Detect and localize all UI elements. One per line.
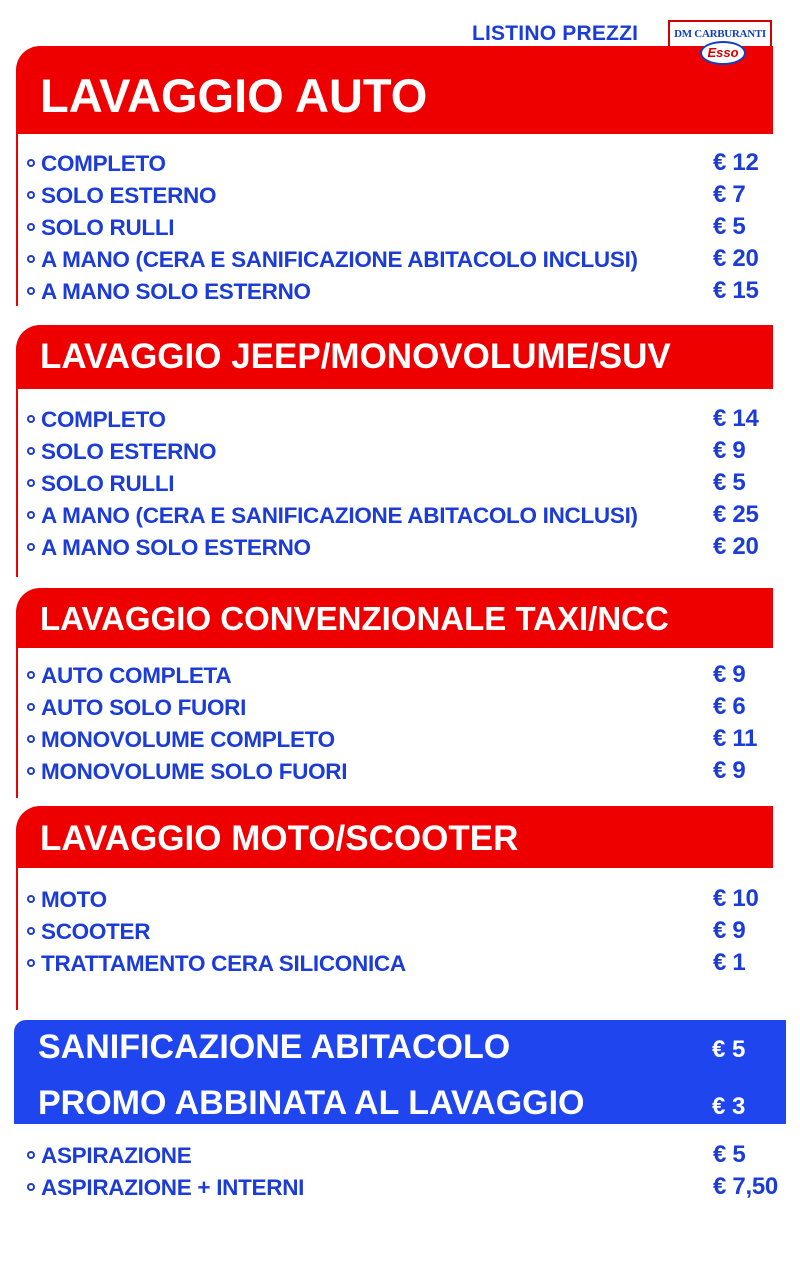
list-item (25, 148, 795, 180)
bullet-circle-icon (27, 511, 35, 519)
item-price: € 7,50 (713, 1173, 778, 1200)
list-item (25, 660, 795, 692)
item-label: MONOVOLUME COMPLETO (41, 727, 335, 752)
esso-brand-oval: Esso (700, 41, 746, 65)
section-banner-lavaggio-jeep (16, 325, 773, 389)
section-side-rule (16, 868, 18, 1010)
list-item (25, 500, 795, 532)
section-title: LAVAGGIO MOTO/SCOOTER (40, 819, 519, 858)
bullet-circle-icon (27, 447, 35, 455)
item-price: € 9 (713, 437, 746, 464)
promo-label: SANIFICAZIONE ABITACOLO (38, 1028, 511, 1066)
item-label: SOLO RULLI (41, 215, 175, 240)
item-label: SOLO ESTERNO (41, 439, 217, 464)
bullet-circle-icon (27, 415, 35, 423)
item-label: MOTO (41, 887, 107, 912)
bullet-circle-icon (27, 895, 35, 903)
list-item (25, 884, 795, 916)
bullet-circle-icon (27, 1183, 35, 1191)
bullet-circle-icon (27, 543, 35, 551)
bullet-circle-icon (27, 959, 35, 967)
item-price: € 15 (713, 277, 759, 304)
bullet-circle-icon (27, 287, 35, 295)
bullet-circle-icon (27, 735, 35, 743)
logo-top-text: DM CARBURANTI (674, 28, 766, 40)
list-item (25, 916, 795, 948)
item-label: AUTO COMPLETA (41, 663, 232, 688)
list-item (25, 276, 795, 308)
price-list-title: LISTINO PREZZI (472, 22, 639, 45)
item-price: € 9 (713, 661, 746, 688)
bullet-circle-icon (27, 703, 35, 711)
item-label: A MANO SOLO ESTERNO (41, 535, 311, 560)
section-title: LAVAGGIO CONVENZIONALE TAXI/NCC (40, 600, 669, 637)
list-item (25, 436, 795, 468)
item-price: € 7 (713, 181, 746, 208)
item-price: € 5 (713, 213, 746, 240)
item-price: € 12 (713, 149, 759, 176)
list-item (25, 692, 795, 724)
list-item (25, 244, 795, 276)
promo-label: PROMO ABBINATA AL LAVAGGIO (38, 1084, 585, 1122)
bullet-circle-icon (27, 191, 35, 199)
item-price: € 9 (713, 917, 746, 944)
item-label: COMPLETO (41, 407, 166, 432)
item-label: A MANO (CERA E SANIFICAZIONE ABITACOLO INCLUSI) (41, 247, 638, 272)
section-side-rule (16, 134, 18, 306)
bullet-circle-icon (27, 767, 35, 775)
bullet-circle-icon (27, 223, 35, 231)
section-title: LAVAGGIO JEEP/MONOVOLUME/SUV (40, 337, 671, 376)
item-price: € 1 (713, 949, 746, 976)
promo-box (14, 1020, 786, 1124)
item-price: € 20 (713, 245, 759, 272)
list-item (25, 1172, 795, 1204)
item-label: AUTO SOLO FUORI (41, 695, 247, 720)
item-label: TRATTAMENTO CERA SILICONICA (41, 951, 406, 976)
item-label: SOLO RULLI (41, 471, 175, 496)
item-price: € 14 (713, 405, 759, 432)
promo-price: € 5 (712, 1036, 746, 1063)
item-price: € 25 (713, 501, 759, 528)
list-item (25, 468, 795, 500)
list-item (25, 756, 795, 788)
bullet-circle-icon (27, 255, 35, 263)
item-label: A MANO (CERA E SANIFICAZIONE ABITACOLO INCLUSI) (41, 503, 638, 528)
list-item (25, 532, 795, 564)
item-price: € 5 (713, 1141, 746, 1168)
bullet-circle-icon (27, 479, 35, 487)
list-item (25, 724, 795, 756)
section-banner-lavaggio-moto (16, 806, 773, 868)
bullet-circle-icon (27, 159, 35, 167)
list-item (25, 180, 795, 212)
promo-price: € 3 (712, 1093, 746, 1120)
bullet-circle-icon (27, 927, 35, 935)
section-side-rule (16, 389, 18, 577)
item-label: A MANO SOLO ESTERNO (41, 279, 311, 304)
list-item (25, 212, 795, 244)
section-side-rule (16, 648, 18, 798)
item-label: COMPLETO (41, 151, 166, 176)
item-label: ASPIRAZIONE (41, 1143, 192, 1168)
list-item (25, 948, 795, 980)
section-banner-lavaggio-auto (16, 46, 666, 134)
section-banner-lavaggio-taxi (16, 588, 773, 648)
bullet-circle-icon (27, 1151, 35, 1159)
item-price: € 11 (713, 725, 758, 752)
item-price: € 9 (713, 757, 746, 784)
item-price: € 10 (713, 885, 759, 912)
item-label: SOLO ESTERNO (41, 183, 217, 208)
list-item (25, 404, 795, 436)
item-price: € 20 (713, 533, 759, 560)
item-price: € 6 (713, 693, 746, 720)
section-title: LAVAGGIO AUTO (40, 69, 428, 122)
bullet-circle-icon (27, 671, 35, 679)
item-label: ASPIRAZIONE + INTERNI (41, 1175, 305, 1200)
item-label: SCOOTER (41, 919, 151, 944)
item-price: € 5 (713, 469, 746, 496)
item-label: MONOVOLUME SOLO FUORI (41, 759, 348, 784)
list-item (25, 1140, 795, 1172)
